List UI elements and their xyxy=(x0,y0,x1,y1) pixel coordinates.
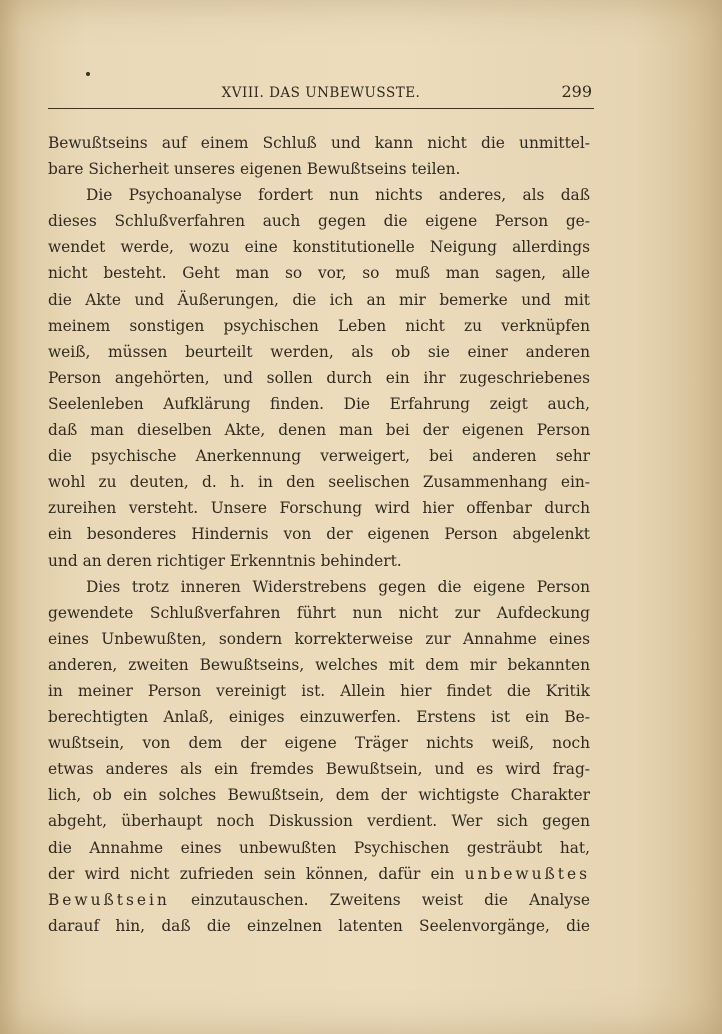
text-line: eines Unbewußten, sondern korrekterweise zur Annahme eines xyxy=(48,629,590,648)
text-line: Seelenleben Aufklärung finden. Die Erfahrung zeigt auch, xyxy=(48,394,590,413)
text-line: bare Sicherheit unseres eigenen Bewußtseins teilen. xyxy=(48,160,461,179)
page-number: 299 xyxy=(561,82,592,101)
text-line: und an deren richtiger Erkenntnis behindert. xyxy=(48,551,402,570)
text-line: Person angehörten, und sollen durch ein ihr zugeschriebenes xyxy=(48,368,590,387)
text-line: die Akte und Äußerungen, die ich an mir bemerke und mit xyxy=(48,290,590,309)
text-line: meinem sonstigen psychischen Leben nicht zu verknüpfen xyxy=(48,316,590,335)
emphasized-word: Bewußtsein xyxy=(48,890,170,909)
page-speck xyxy=(86,72,90,76)
text-line: darauf hin, daß die einzelnen latenten Seelenvorgänge, die xyxy=(48,916,590,935)
text-line: etwas anderes als ein fremdes Bewußtsein, und es wird frag- xyxy=(48,760,590,779)
text-line: Die Psychoanalyse fordert nun nichts anderes, als daß xyxy=(86,186,590,205)
text-line: gewendete Schlußverfahren führt nun nicht zur Aufdeckung xyxy=(48,603,590,622)
text-line: anderen, zweiten Bewußtseins, welches mit dem mir bekannten xyxy=(48,655,590,674)
text-line: weiß, müssen beurteilt werden, als ob sie einer anderen xyxy=(48,342,590,361)
text-line: lich, ob ein solches Bewußtsein, dem der wichtigste Charakter xyxy=(48,786,590,805)
text-line: die Annahme eines unbewußten Psychischen gesträubt hat, xyxy=(48,838,590,857)
text-line: abgeht, überhaupt noch Diskussion verdient. Wer sich gegen xyxy=(48,812,590,831)
text-line: wußtsein, von dem der eigene Träger nichts weiß, noch xyxy=(48,734,590,753)
text-line: berechtigten Anlaß, einiges einzuwerfen. Erstens ist ein Be- xyxy=(48,708,590,727)
text-fragment: der wird nicht zufrieden sein können, dafür ein xyxy=(48,864,455,883)
text-line: daß man dieselben Akte, denen man bei der eigenen Person xyxy=(48,421,590,440)
text-fragment: einzutauschen. Zweitens weist die Analyse xyxy=(190,890,590,909)
text-line xyxy=(48,861,590,887)
text-line: zureihen versteht. Unsere Forschung wird hier offenbar durch xyxy=(48,499,590,518)
text-line: ein besonderes Hindernis von der eigenen Person abgelenkt xyxy=(48,525,590,544)
text-line: wohl zu deuten, d. h. in den seelischen Zusammenhang ein- xyxy=(48,473,590,492)
text-line: Bewußtseins auf einem Schluß und kann nicht die unmittel- xyxy=(48,134,590,152)
running-header xyxy=(48,82,594,109)
text-line: Dies trotz inneren Widerstrebens gegen die eigene Person xyxy=(86,577,590,596)
emphasized-word: unbewußtes xyxy=(464,864,590,883)
page-body-text xyxy=(48,130,590,939)
text-line xyxy=(48,887,590,913)
text-line: dieses Schlußverfahren auch gegen die eigene Person ge- xyxy=(48,212,590,231)
chapter-title: XVIII. DAS UNBEWUSSTE. xyxy=(221,85,421,101)
text-line: nicht besteht. Geht man so vor, so muß man sagen, alle xyxy=(48,264,590,283)
text-line: die psychische Anerkennung verweigert, bei anderen sehr xyxy=(48,447,590,466)
text-line: wendet werde, wozu eine konstitutionelle Neigung allerdings xyxy=(48,238,590,257)
text-line: in meiner Person vereinigt ist. Allein hier findet die Kritik xyxy=(48,681,590,700)
